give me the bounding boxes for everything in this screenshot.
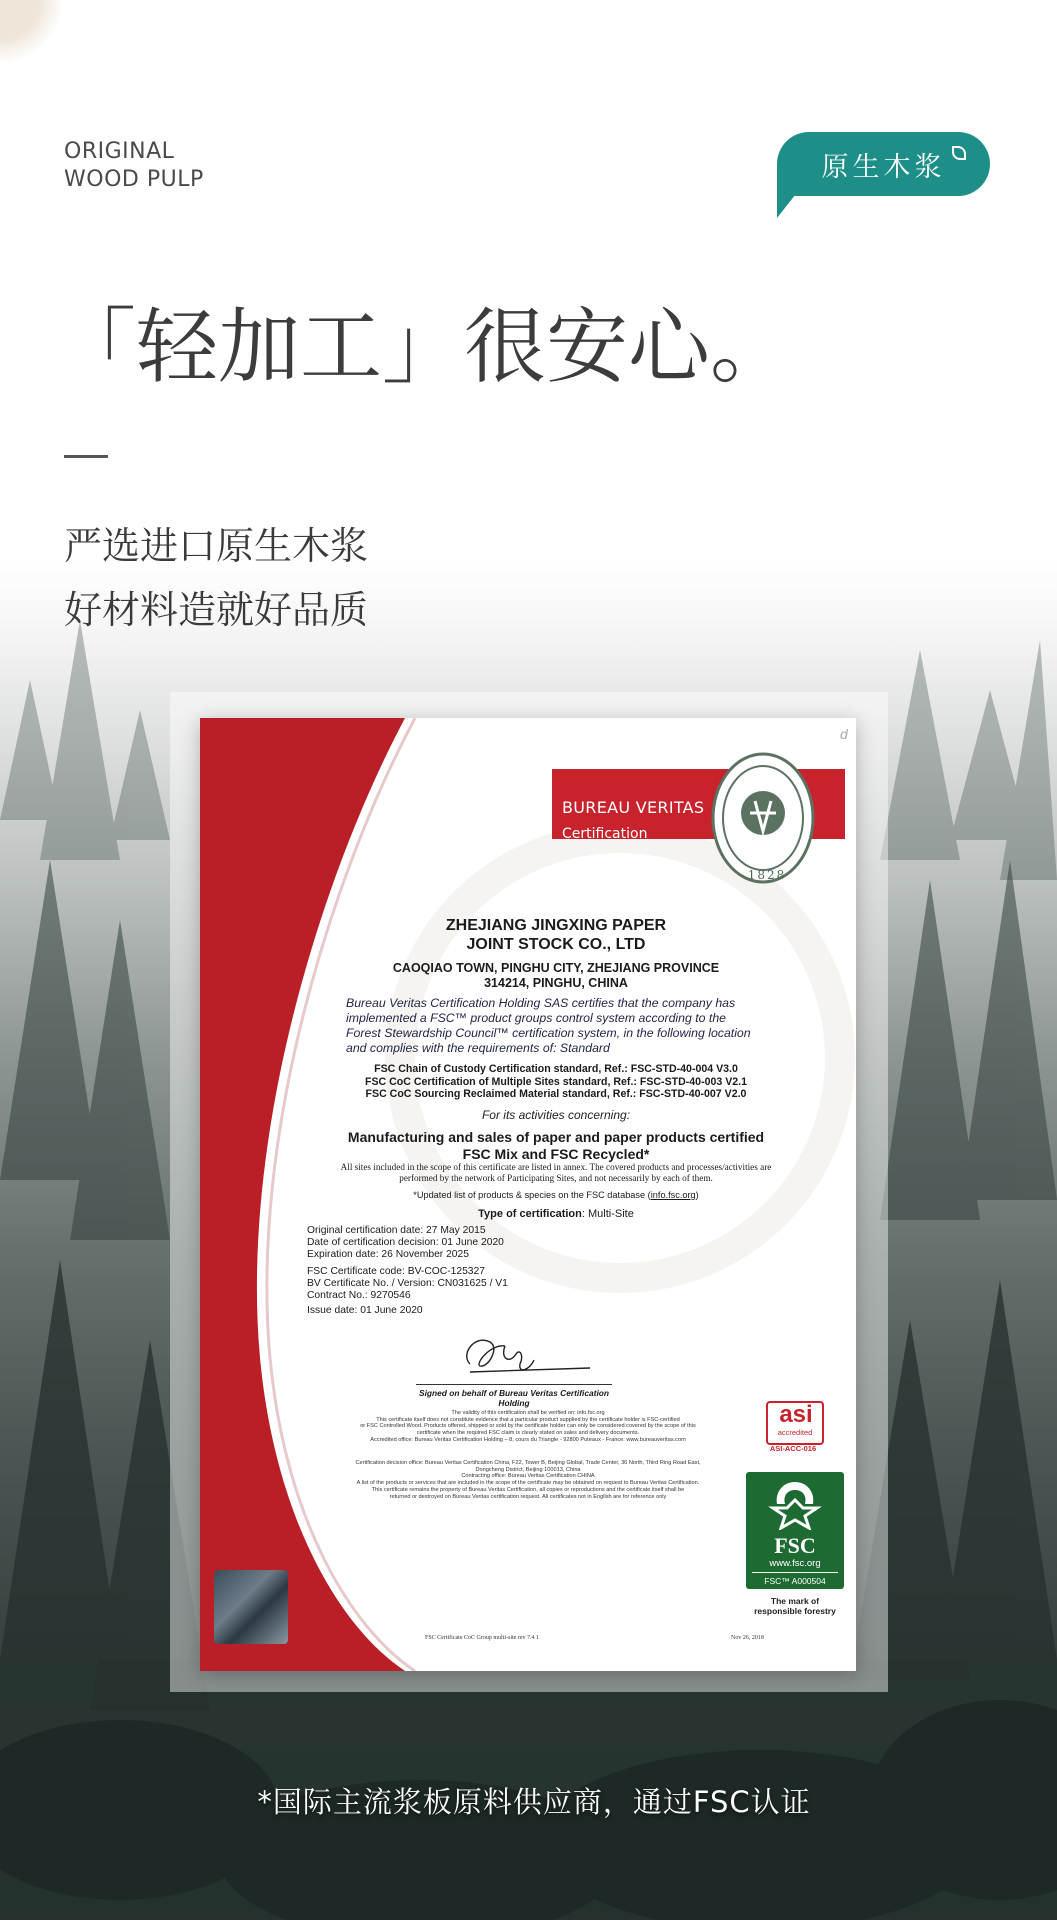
certification-dates — [307, 1225, 504, 1261]
hologram-sticker — [214, 1570, 288, 1644]
statement-line-1: Bureau Veritas Certification Holding SAS certifies that the company has — [346, 996, 736, 1010]
decision-date: Date of certification decision: 01 June 2020 — [307, 1237, 504, 1248]
standard-item: FSC Chain of Custody Certification standard, Ref.: FSC-STD-40-004 V3.0 — [374, 1063, 738, 1075]
fsc-license-code: FSC™ A000504 — [764, 1576, 826, 1586]
fsc-certificate — [200, 718, 856, 1671]
certification-statement — [346, 996, 786, 1056]
expiration-date: Expiration date: 26 November 2025 — [307, 1249, 469, 1260]
company-name — [286, 916, 826, 954]
fsc-divider — [752, 1572, 838, 1573]
tag-tail — [777, 190, 799, 218]
statement-line-3: Forest Stewardship Council™ certification system, in the following location — [346, 1026, 751, 1040]
bv-subtitle: Certification — [562, 826, 648, 842]
subtitle-line-1: 严选进口原生木浆 — [64, 524, 369, 568]
office-fine-print — [308, 1460, 748, 1500]
address-line-1: CAOQIAO TOWN, PINGHU CITY, ZHEJIANG PROVINCE — [392, 961, 720, 975]
standards-list — [286, 1063, 826, 1101]
signature-image — [450, 1324, 600, 1384]
activities-intro: For its activities concerning: — [481, 1108, 631, 1122]
certificate-codes — [307, 1266, 508, 1302]
fsc-mark-caption — [738, 1596, 852, 1616]
fine-line: Contracting office: Bureau Veritas Certification CHINA — [461, 1473, 595, 1480]
sites-line-1: All sites included in the scope of this certificate are listed in annex. The covered products and processes/activities are — [340, 1162, 772, 1172]
subtitle-line-2: 好材料造就好品质 — [64, 588, 369, 632]
divider — [64, 455, 108, 458]
asi-code: ASI-ACC-016 — [769, 1444, 817, 1453]
company-address — [286, 961, 826, 991]
address-line-2: 314214, PINGHU, CHINA — [484, 976, 628, 990]
updated-suffix: ) — [695, 1190, 699, 1200]
fine-line: certificate when the required FSC claim is clearly stated on sales and delivery documents. — [416, 1430, 640, 1437]
page-title: 「轻加工」很安心。 — [54, 300, 793, 395]
fsc-tree-icon — [765, 1478, 825, 1530]
fsc-url: www.fsc.org — [769, 1558, 821, 1569]
fsc-database-link[interactable]: info.fsc.org — [650, 1190, 696, 1200]
bureau-veritas-seal-icon — [710, 751, 816, 885]
fine-line: This certificate remains the property of Bureau Veritas Certification, all copies or reproductions and the certificate itself shall be — [371, 1486, 685, 1493]
contract-number: Contract No.: 9270546 — [307, 1290, 411, 1301]
fine-line: Certification decision office: Bureau Veritas Certification China, F22, Tower B, Beijing Global, Trade Center, 36 North, Third Ring Road East, — [355, 1460, 701, 1466]
statement-line-2: implemented a FSC™ product groups control system according to the — [346, 1011, 727, 1025]
standard-item: FSC CoC Certification of Multiple Sites standard, Ref.: FSC-STD-40-003 V2.1 — [364, 1075, 748, 1088]
fsc-certificate-code: FSC Certificate code: BV-COC-125327 — [307, 1266, 485, 1277]
english-title-line-1: ORIGINAL — [64, 139, 175, 164]
fine-line: Accredited office: Bureau Veritas Certification Holding – 8, cours du Triangle - 92800 Puteaux - France: www.bureauveritas.com — [370, 1436, 686, 1443]
original-date: Original certification date: 27 May 2015 — [307, 1225, 486, 1236]
fine-line: The validity of this certification shall be verified on: info.fsc.org — [451, 1410, 605, 1416]
fine-line: A list of the products or services that are included in the scope of the certificate may be obtained on request to Bureau Veritas Certification. — [356, 1480, 700, 1487]
fine-line: This certificate itself does not constitute evidence that a particular product supplied by the certificate holder is FSC-certified — [376, 1416, 680, 1423]
bottom-caption: *国际主流浆板原料供应商，通过FSC认证 — [257, 1785, 811, 1819]
fsc-logo-text: FSC — [774, 1533, 816, 1558]
corner-accent — [0, 0, 64, 64]
asi-accredited: accredited — [777, 1428, 813, 1437]
fsc-mark-line-2: responsible forestry — [754, 1606, 836, 1616]
updated-list-note — [286, 1190, 826, 1200]
products-line-1: Manufacturing and sales of paper and paper products certified — [347, 1129, 765, 1145]
bv-name: BUREAU VERITAS — [562, 798, 705, 817]
certificate-footer-date: Nov 26, 2018 — [731, 1635, 764, 1641]
sites-line-2: performed by the network of Participating Sites, and not necessarily by each of them. — [399, 1173, 713, 1183]
company-line-2: JOINT STOCK CO., LTD — [466, 936, 646, 953]
sites-note — [286, 1162, 826, 1184]
standard-item: FSC CoC Sourcing Reclaimed Material standard, Ref.: FSC-STD-40-007 V2.0 — [365, 1088, 747, 1100]
english-title — [64, 138, 204, 194]
seal-year: 1828 — [747, 868, 787, 882]
type-label: Type of certification — [478, 1208, 582, 1220]
tag-label: 原生木浆 — [821, 151, 946, 183]
subtitle — [64, 514, 368, 642]
corner-mark: d — [840, 726, 848, 742]
updated-prefix: *Updated list of products & species on the FSC database ( — [413, 1190, 651, 1200]
asi-logo-text: asi — [779, 1401, 813, 1428]
certification-type — [286, 1208, 826, 1220]
products-line-2: FSC Mix and FSC Recycled* — [462, 1146, 650, 1162]
certificate-footer-left: FSC Certificate CoC Group multi-site rev 7.4 1 — [425, 1635, 539, 1641]
fine-line: or FSC Controlled Wood. Products offered, shipped or sold by the certificate holder can only be considered covered by the scope of this — [360, 1423, 696, 1430]
original-pulp-tag — [777, 132, 990, 196]
fine-line: returned or destroyed on Bureau Veritas certification request. All certificates not in English are for reference only — [389, 1493, 667, 1500]
statement-line-4: and complies with the requirements of: Standard — [346, 1041, 610, 1055]
fine-line: Dongcheng District, Beijing 100013, China — [475, 1466, 581, 1473]
signature-line — [416, 1384, 612, 1385]
fsc-mark-line-1: The mark of — [770, 1596, 820, 1606]
english-title-line-2: WOOD PULP — [64, 167, 204, 192]
validity-fine-print — [308, 1410, 748, 1444]
leaf-icon — [952, 146, 966, 160]
issue-date: Issue date: 01 June 2020 — [307, 1305, 423, 1316]
type-value: : Multi-Site — [581, 1208, 634, 1220]
company-line-1: ZHEJIANG JINGXING PAPER — [445, 917, 667, 934]
signed-on-behalf: Signed on behalf of Bureau Veritas Certification Holding — [418, 1388, 609, 1408]
bv-certificate-number: BV Certificate No. / Version: CN031625 / V1 — [307, 1278, 508, 1289]
products-scope — [286, 1129, 826, 1163]
